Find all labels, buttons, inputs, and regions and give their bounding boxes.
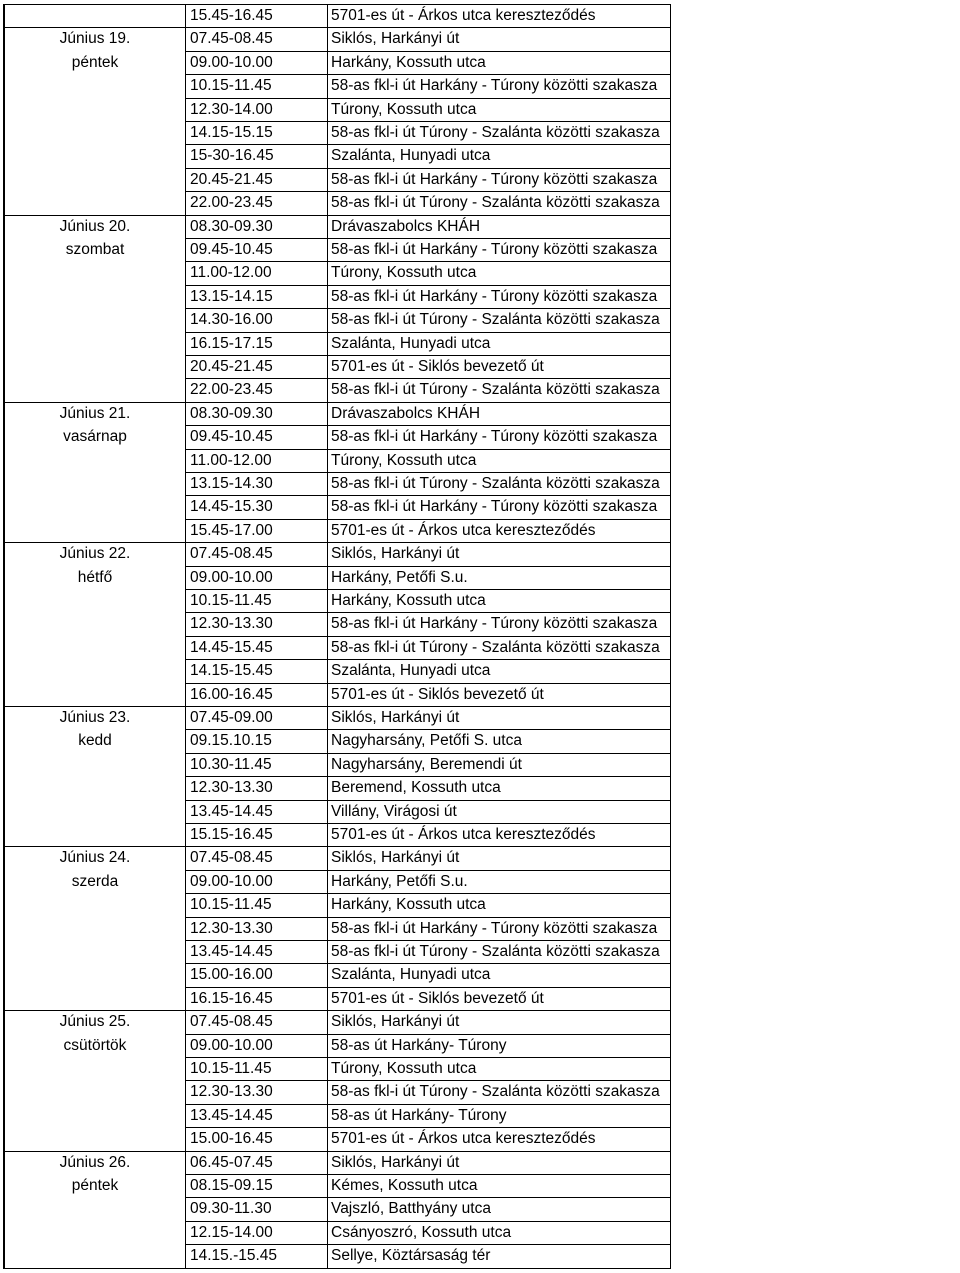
time-slot: 10.15-11.45	[190, 592, 272, 609]
day-date: Június 22.	[59, 545, 131, 563]
day-weekday: csütörtök	[63, 1036, 127, 1054]
time-slot: 09.30-11.30	[190, 1200, 272, 1218]
time-slot: 09.00-10.00	[190, 1036, 273, 1054]
location: 58-as fkl-i út Túrony - Szalánta közötti szakasza	[331, 1083, 660, 1101]
location: 58-as fkl-i út Harkány - Túrony közötti szakasza	[331, 170, 658, 188]
location: Túrony, Kossuth utca	[331, 1060, 477, 1077]
location: Szalánta, Hunyadi utca	[331, 334, 491, 352]
time-slot: 14.30-16.00	[190, 311, 273, 329]
location: 58-as fkl-i út Harkány - Túrony közötti szakasza	[331, 287, 658, 305]
time-slot: 09.45-10.45	[190, 241, 273, 258]
time-slot: 13.15-14.15	[190, 287, 273, 305]
time-slot: 10.15-11.45	[190, 77, 272, 95]
time-slot: 09.00-10.00	[190, 568, 273, 586]
time-slot: 15.00-16.00	[190, 966, 273, 984]
time-slot: 16.00-16.45	[190, 685, 273, 703]
time-slot: 14.15.-15.45	[190, 1247, 278, 1265]
location: Harkány, Kossuth utca	[331, 53, 486, 71]
location: Drávaszabolcs KHÁH	[331, 217, 481, 235]
location: Túrony, Kossuth utca	[331, 100, 477, 118]
time-slot: 14.45-15.45	[190, 638, 273, 656]
location: Drávaszabolcs KHÁH	[331, 404, 481, 422]
location: 5701-es út - Árkos utca kereszteződés	[331, 7, 596, 24]
day-weekday: vasárnap	[63, 428, 127, 446]
time-slot: 08.30-09.30	[190, 217, 273, 235]
location: Harkány, Petőfi S.u.	[331, 568, 468, 586]
location: Siklós, Harkányi út	[331, 849, 460, 867]
location: 58-as út Harkány- Túrony	[331, 1106, 507, 1124]
time-slot: 20.45-21.45	[190, 358, 273, 375]
time-slot: 15.45-16.45	[190, 7, 273, 24]
time-slot: 09.15.10.15	[190, 732, 272, 750]
location: Sellye, Köztársaság tér	[331, 1247, 491, 1265]
time-slot: 12.30-13.30	[190, 779, 273, 797]
time-slot: 06.45-07.45	[190, 1153, 273, 1171]
time-slot: 20.45-21.45	[190, 170, 273, 188]
day-date: Június 19.	[59, 30, 131, 48]
time-slot: 14.15-15.15	[190, 124, 273, 141]
location: Beremend, Kossuth utca	[331, 779, 501, 797]
day-date: Június 20.	[59, 217, 131, 235]
location: Túrony, Kossuth utca	[331, 451, 477, 469]
time-slot: 12.30-14.00	[190, 100, 273, 118]
time-slot: 13.45-14.45	[190, 943, 273, 960]
time-slot: 08.15-09.15	[190, 1177, 273, 1194]
time-slot: 15.15-16.45	[190, 826, 273, 843]
time-slot: 12.30-13.30	[190, 919, 273, 937]
date-column-border	[185, 4, 186, 1269]
location: 58-as fkl-i út Harkány - Túrony közötti szakasza	[331, 241, 658, 258]
day-date: Június 24.	[59, 849, 131, 867]
location: 58-as fkl-i út Harkány - Túrony közötti szakasza	[331, 77, 658, 95]
location: Vajszló, Batthyány utca	[331, 1200, 491, 1218]
location: Csányoszró, Kossuth utca	[331, 1223, 512, 1241]
day-weekday: szerda	[71, 872, 119, 890]
time-slot: 22.00-23.45	[190, 194, 273, 212]
time-slot: 11.00-12.00	[190, 264, 272, 282]
time-slot: 13.45-14.45	[190, 802, 273, 820]
location: Villány, Virágosi út	[331, 802, 457, 820]
location: 58-as fkl-i út Túrony - Szalánta közötti szakasza	[331, 124, 660, 141]
day-date: Június 26.	[59, 1153, 131, 1171]
time-slot: 13.15-14.30	[190, 475, 273, 492]
time-slot: 22.00-23.45	[190, 381, 273, 399]
time-slot: 11.00-12.00	[190, 451, 272, 469]
location: Kémes, Kossuth utca	[331, 1177, 478, 1194]
location: 58-as fkl-i út Túrony - Szalánta közötti szakasza	[331, 943, 660, 960]
time-slot: 14.45-15.30	[190, 498, 273, 516]
day-date: Június 21.	[59, 404, 131, 422]
time-slot: 10.15-11.45	[190, 896, 272, 914]
location: 58-as fkl-i út Harkány - Túrony közötti szakasza	[331, 498, 658, 516]
location: Harkány, Kossuth utca	[331, 896, 486, 914]
location: Nagyharsány, Petőfi S. utca	[331, 732, 522, 750]
location: Harkány, Petőfi S.u.	[331, 872, 468, 890]
location: Szalánta, Hunyadi utca	[331, 662, 491, 680]
day-date: Június 23.	[59, 709, 131, 726]
location: 58-as fkl-i út Túrony - Szalánta közötti szakasza	[331, 194, 660, 212]
location: Siklós, Harkányi út	[331, 545, 460, 563]
location: Túrony, Kossuth utca	[331, 264, 477, 282]
location: 58-as út Harkány- Túrony	[331, 1036, 507, 1054]
location: Siklós, Harkányi út	[331, 709, 460, 726]
time-slot: 07.45-08.45	[190, 545, 273, 563]
time-slot: 10.15-11.45	[190, 1060, 272, 1077]
time-slot: 07.45-08.45	[190, 1013, 273, 1031]
time-slot: 15.00-16.45	[190, 1130, 273, 1148]
location: 5701-es út - Siklós bevezető út	[331, 358, 544, 375]
day-weekday: péntek	[71, 1177, 119, 1194]
time-slot: 13.45-14.45	[190, 1106, 273, 1124]
location: 58-as fkl-i út Túrony - Szalánta közötti szakasza	[331, 381, 660, 399]
location: 5701-es út - Siklós bevezető út	[331, 989, 544, 1007]
day-weekday: péntek	[71, 53, 119, 71]
time-slot: 12.30-13.30	[190, 615, 273, 633]
time-slot: 16.15-17.15	[190, 334, 273, 352]
location: Siklós, Harkányi út	[331, 1153, 460, 1171]
time-slot: 14.15-15.45	[190, 662, 273, 680]
table-right-border	[670, 4, 671, 1269]
time-slot: 16.15-16.45	[190, 989, 273, 1007]
time-slot: 15-30-16.45	[190, 147, 274, 165]
table-bottom-border	[3, 1268, 671, 1269]
time-slot: 15.45-17.00	[190, 521, 273, 539]
location: 5701-es út - Árkos utca kereszteződés	[331, 521, 596, 539]
day-weekday: kedd	[78, 732, 112, 750]
time-slot: 10.30-11.45	[190, 755, 272, 773]
location: Szalánta, Hunyadi utca	[331, 147, 491, 165]
time-slot: 12.15-14.00	[190, 1223, 273, 1241]
time-slot: 07.45-09.00	[190, 709, 273, 726]
day-weekday: hétfő	[77, 568, 113, 586]
location: Siklós, Harkányi út	[331, 30, 460, 48]
location: Nagyharsány, Beremendi út	[331, 755, 522, 773]
time-slot: 12.30-13.30	[190, 1083, 273, 1101]
table-left-border	[3, 4, 5, 1269]
location: 5701-es út - Árkos utca kereszteződés	[331, 1130, 596, 1148]
location: 5701-es út - Árkos utca kereszteződés	[331, 826, 596, 843]
time-slot: 09.00-10.00	[190, 53, 273, 71]
time-slot: 07.45-08.45	[190, 849, 273, 867]
location: Siklós, Harkányi út	[331, 1013, 460, 1031]
location: 58-as fkl-i út Harkány - Túrony közötti szakasza	[331, 428, 658, 446]
time-column-border	[327, 4, 328, 1269]
time-slot: 09.00-10.00	[190, 872, 273, 890]
location: 58-as fkl-i út Harkány - Túrony közötti szakasza	[331, 615, 658, 633]
location: 58-as fkl-i út Harkány - Túrony közötti szakasza	[331, 919, 658, 937]
location: Harkány, Kossuth utca	[331, 592, 486, 609]
time-slot: 07.45-08.45	[190, 30, 273, 48]
day-weekday: szombat	[65, 241, 125, 258]
time-slot: 08.30-09.30	[190, 404, 273, 422]
location: 58-as fkl-i út Túrony - Szalánta közötti szakasza	[331, 311, 660, 329]
day-date: Június 25.	[59, 1013, 131, 1031]
location: 58-as fkl-i út Túrony - Szalánta közötti szakasza	[331, 475, 660, 492]
location: 58-as fkl-i út Túrony - Szalánta közötti szakasza	[331, 638, 660, 656]
location: Szalánta, Hunyadi utca	[331, 966, 491, 984]
day-date	[5, 4, 185, 27]
location: 5701-es út - Siklós bevezető út	[331, 685, 544, 703]
time-slot: 09.45-10.45	[190, 428, 273, 446]
